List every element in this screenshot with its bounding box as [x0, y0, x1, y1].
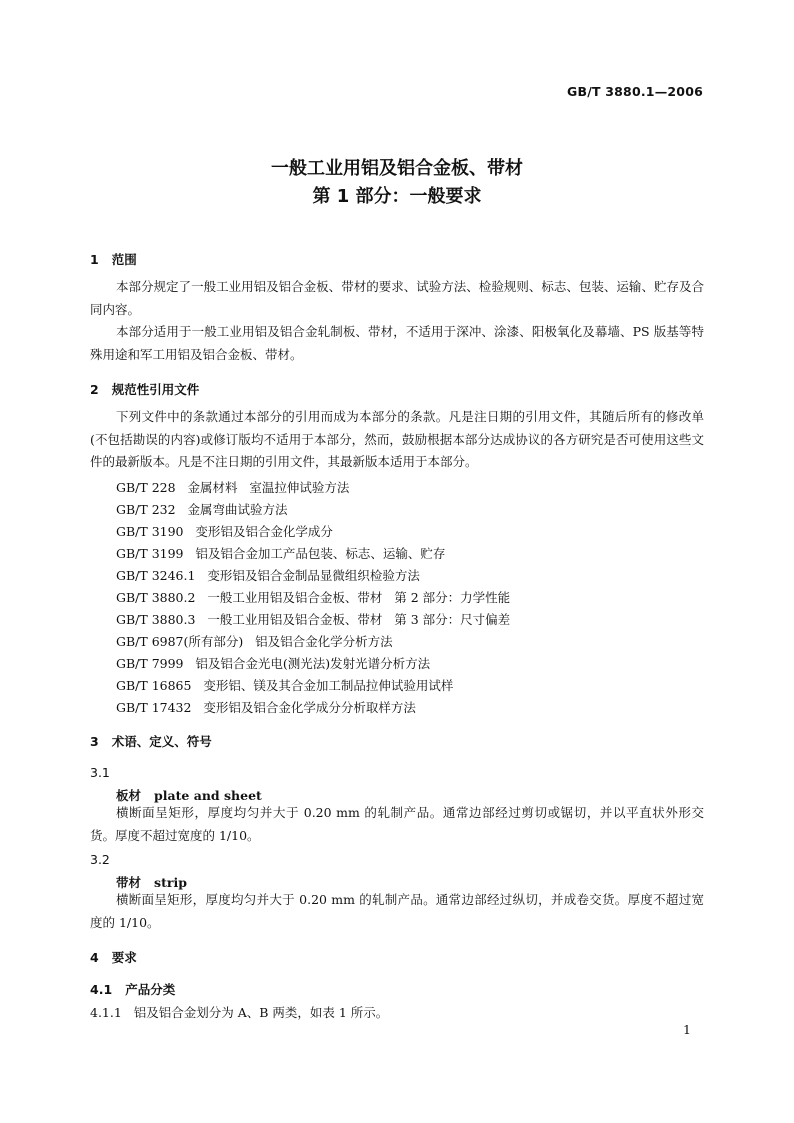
section-2-intro: 下列文件中的条款通过本部分的引用而成为本部分的条款。凡是注日期的引用文件，其随后所有的修改单(不包括勘误的内容)或修订版均不适用于本部分，然而，鼓励根据本部分达成协议的各方研究是否可使用这些文件的最新版本。凡是不注日期的引用文件，其最新版本适用于本部分。: [90, 409, 704, 469]
term-name: 带材 strip: [116, 875, 187, 890]
section-1-heading: 1 范围: [90, 252, 137, 267]
reference-item: GB/T 6987(所有部分) 铝及铝合金化学分析方法: [116, 634, 393, 649]
term-number: 3.1: [90, 765, 110, 780]
reference-item: GB/T 3246.1 变形铝及铝合金制品显微组织检验方法: [116, 568, 420, 583]
reference-item: GB/T 3199 铝及铝合金加工产品包装、标志、运输、贮存: [116, 546, 446, 561]
subsection-heading: 4.1 产品分类: [90, 982, 176, 997]
reference-item: GB/T 3880.3 一般工业用铝及铝合金板、带材 第 3 部分：尺寸偏差: [116, 612, 511, 627]
section-1-paragraph-1: 本部分规定了一般工业用铝及铝合金板、带材的要求、试验方法、检验规则、标志、包装、运输、贮存及合同内容。: [90, 279, 704, 317]
reference-item: GB/T 232 金属弯曲试验方法: [116, 502, 288, 517]
section-2-heading: 2 规范性引用文件: [90, 382, 200, 397]
term-definition: 横断面呈矩形，厚度均匀并大于 0.20 mm 的轧制产品。通常边部经过剪切或锯切，并以平直状外形交货。厚度不超过宽度的 1/10。: [90, 805, 704, 843]
term-name: 板材 plate and sheet: [116, 788, 262, 803]
subsection-text: 4.1.1 铝及铝合金划分为 A、B 两类，如表 1 所示。: [90, 1005, 389, 1020]
document-title: 一般工业用铝及铝合金板、带材: [271, 158, 523, 179]
term-definition: 横断面呈矩形，厚度均匀并大于 0.20 mm 的轧制产品。通常边部经过纵切，并成卷交货。厚度不超过宽度的 1/10。: [90, 892, 704, 930]
section-4-heading: 4 要求: [90, 950, 137, 965]
term-number: 3.2: [90, 852, 110, 867]
section-1-paragraph-2: 本部分适用于一般工业用铝及铝合金轧制板、带材，不适用于深冲、涂漆、阳极氧化及幕墙、PS 版基等特殊用途和军工用铝及铝合金板、带材。: [90, 324, 704, 362]
reference-item: GB/T 17432 变形铝及铝合金化学成分分析取样方法: [116, 700, 416, 715]
reference-item: GB/T 228 金属材料 室温拉伸试验方法: [116, 480, 350, 495]
page-number: 1: [683, 1022, 691, 1037]
reference-item: GB/T 7999 铝及铝合金光电(测光法)发射光谱分析方法: [116, 656, 431, 671]
document-subtitle: 第 1 部分：一般要求: [312, 186, 482, 207]
reference-item: GB/T 3190 变形铝及铝合金化学成分: [116, 524, 333, 539]
section-3-heading: 3 术语、定义、符号: [90, 734, 212, 749]
standard-code: GB/T 3880.1—2006: [567, 84, 703, 99]
reference-item: GB/T 3880.2 一般工业用铝及铝合金板、带材 第 2 部分：力学性能: [116, 590, 511, 605]
reference-item: GB/T 16865 变形铝、镁及其合金加工制品拉伸试验用试样: [116, 678, 454, 693]
